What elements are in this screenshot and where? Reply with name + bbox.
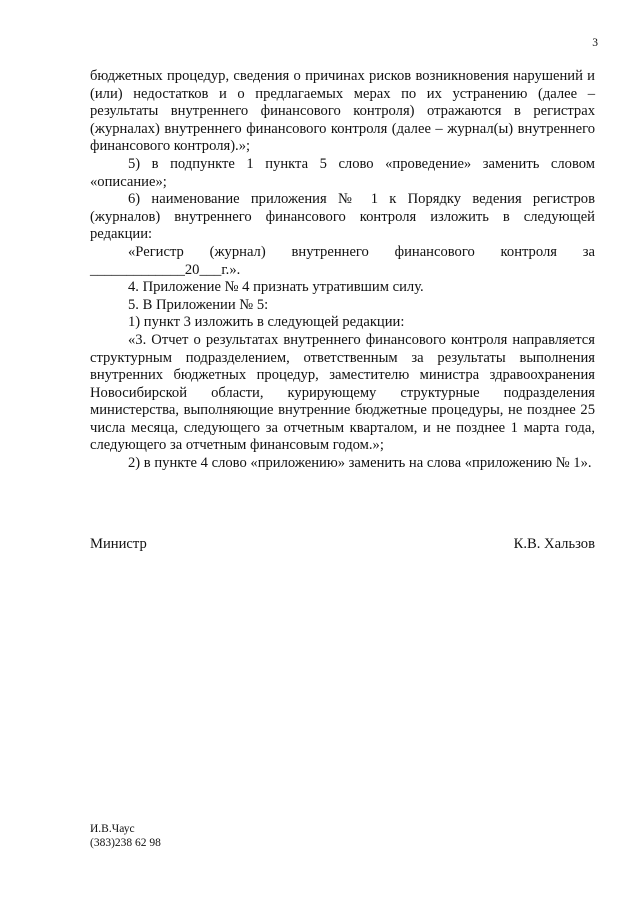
executor-name: И.В.Чаус (90, 823, 135, 835)
signature-block (90, 535, 595, 553)
document-body (90, 68, 595, 473)
page-number: 3 (592, 37, 598, 49)
signatory-position: Министр (90, 536, 147, 552)
signatory-name: К.В. Хальзов (513, 536, 595, 552)
executor-phone: (383)238 62 98 (90, 837, 161, 849)
paragraph: 5. В Приложении № 5: (128, 296, 269, 313)
paragraph: 6) наименование приложения № 1 к Порядку ведения регистров (журналов) внутреннего финансового контроля изложить в следующей редакции: (90, 191, 595, 243)
paragraph: 2) в пункте 4 слово «приложению» заменить на слова «приложению № 1». (128, 455, 592, 472)
paragraph: бюджетных процедур, сведения о причинах рисков возникновения нарушений и (или) недостатков и о предлагаемых мерах по их устранению (далее – результаты внутреннего финансового контроля) отражаются в регистрах (журналах) внутреннего финансового контроля (далее – журнал(ы) внутреннего финансового контроля).»; (90, 68, 595, 155)
paragraph: «3. Отчет о результатах внутреннего финансового контроля направляется структурным подразделением, ответственным за результаты выполнения внутренних бюджетных процедур, заместителю министра здравоохранения Новосибирской области, курирующему структурные подразделения министерства, выполняющие внутренние бюджетные процедуры, не позднее 25 числа месяца, следующего за отчетным кварталом, и не позднее 1 марта года, следующего за отчетным финансовым годом.»; (90, 331, 595, 454)
executor-info (90, 822, 161, 850)
paragraph: «Регистр (журнал) внутреннего финансового контроля за _____________20___г.». (90, 243, 595, 278)
paragraph: 1) пункт 3 изложить в следующей редакции: (128, 314, 405, 331)
paragraph: 4. Приложение № 4 признать утратившим силу. (128, 279, 424, 296)
paragraph: 5) в подпункте 1 пункта 5 слово «проведение» заменить словом «описание»; (90, 155, 595, 190)
